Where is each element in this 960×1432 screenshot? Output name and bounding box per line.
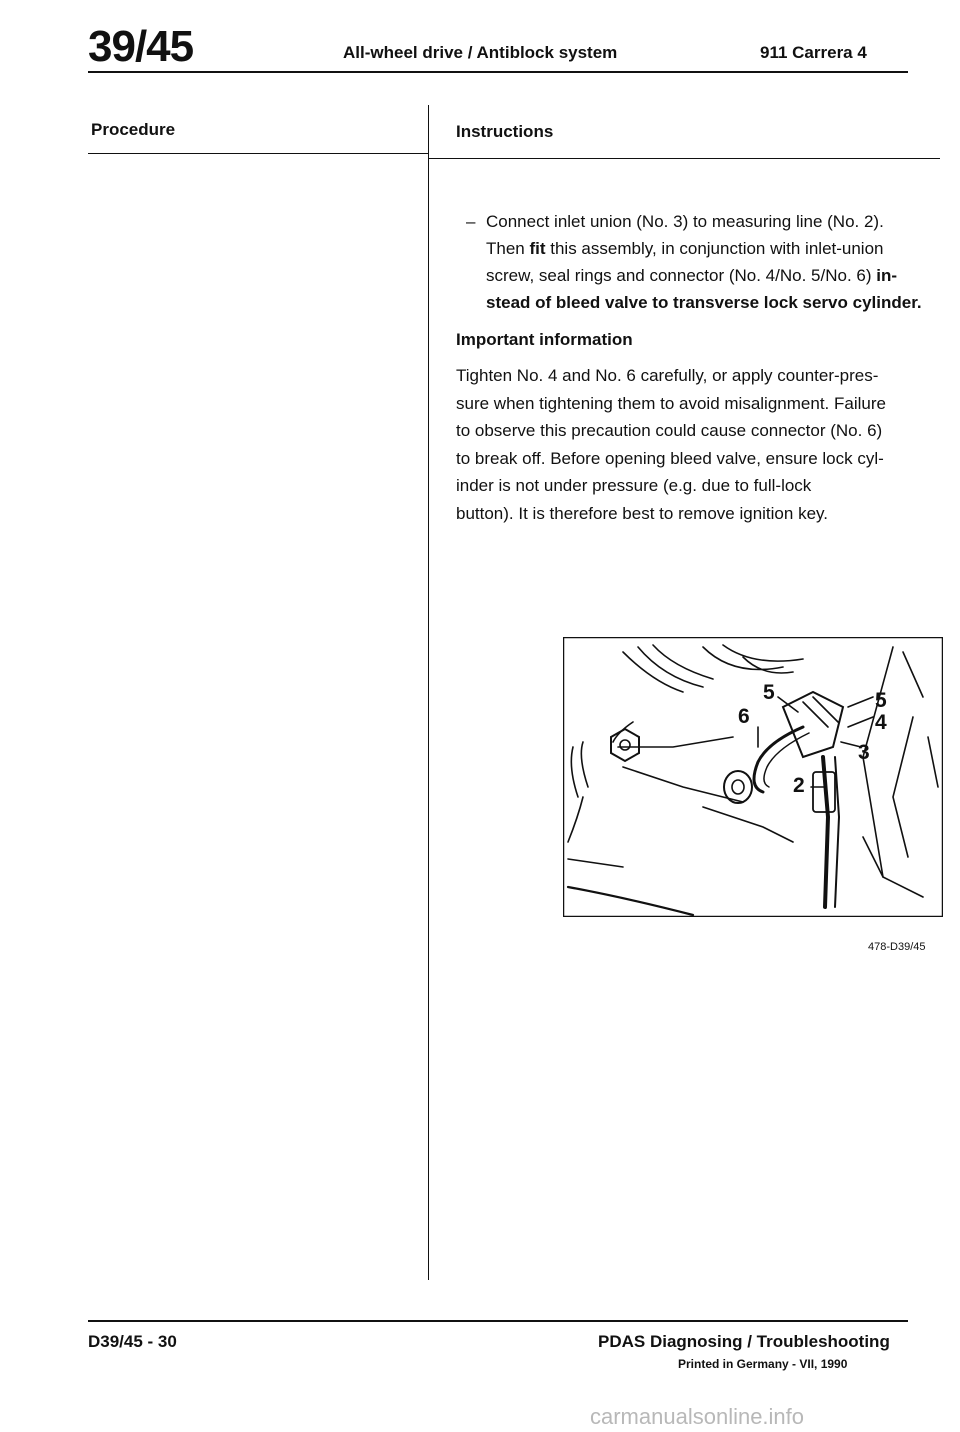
footer-rule [88, 1320, 908, 1322]
important-line: sure when tightening them to avoid misalignment. Failure [456, 393, 886, 413]
callout-2: 2 [793, 774, 805, 797]
callout-5-upper: 5 [763, 681, 775, 704]
section-number: 39/45 [88, 22, 194, 71]
step-bullet: – [466, 212, 476, 231]
callout-4: 4 [875, 711, 887, 734]
column-rule-left [88, 153, 428, 154]
callout-6: 6 [738, 705, 750, 728]
important-line: to observe this precaution could cause connector (No. 6) [456, 421, 883, 440]
header-title: All-wheel drive / Antiblock system [343, 43, 618, 62]
important-line: button). It is therefore best to remove ignition key. [456, 503, 828, 523]
procedure-heading: Procedure [91, 120, 176, 139]
callout-3: 3 [858, 741, 870, 764]
callout-5-right: 5 [875, 689, 887, 712]
step-line-4: stead of bleed valve to transverse lock servo cylinder. [486, 293, 922, 312]
page-number: D39/45 - 30 [88, 1332, 177, 1351]
header-model: 911 Carrera 4 [760, 43, 867, 62]
column-divider [428, 105, 429, 1280]
watermark: carmanualsonline.info [590, 1404, 805, 1429]
figure-illustration [563, 637, 943, 917]
step-line-2: Then fit this assembly, in conjunction with inlet-union [486, 239, 884, 258]
step-instruction [486, 208, 948, 316]
important-line: Tighten No. 4 and No. 6 carefully, or apply counter-pres- [456, 366, 879, 385]
important-line: to break off. Before opening bleed valve, ensure lock cyl- [456, 448, 884, 468]
step-line-3: screw, seal rings and connector (No. 4/No. 5/No. 6) in- [486, 266, 898, 285]
important-text [456, 362, 938, 527]
important-line: inder is not under pressure (e.g. due to full-lock [456, 476, 812, 495]
print-info: Printed in Germany - VII, 1990 [678, 1357, 848, 1371]
instructions-heading: Instructions [456, 122, 554, 141]
header-rule [88, 71, 908, 73]
figure-reference: 478-D39/45 [868, 941, 926, 953]
footer-title: PDAS Diagnosing / Troubleshooting [598, 1332, 890, 1351]
step-line-1: Connect inlet union (No. 3) to measuring line (No. 2). [486, 212, 884, 231]
important-heading: Important information [456, 330, 633, 349]
column-rule-right [428, 158, 940, 159]
